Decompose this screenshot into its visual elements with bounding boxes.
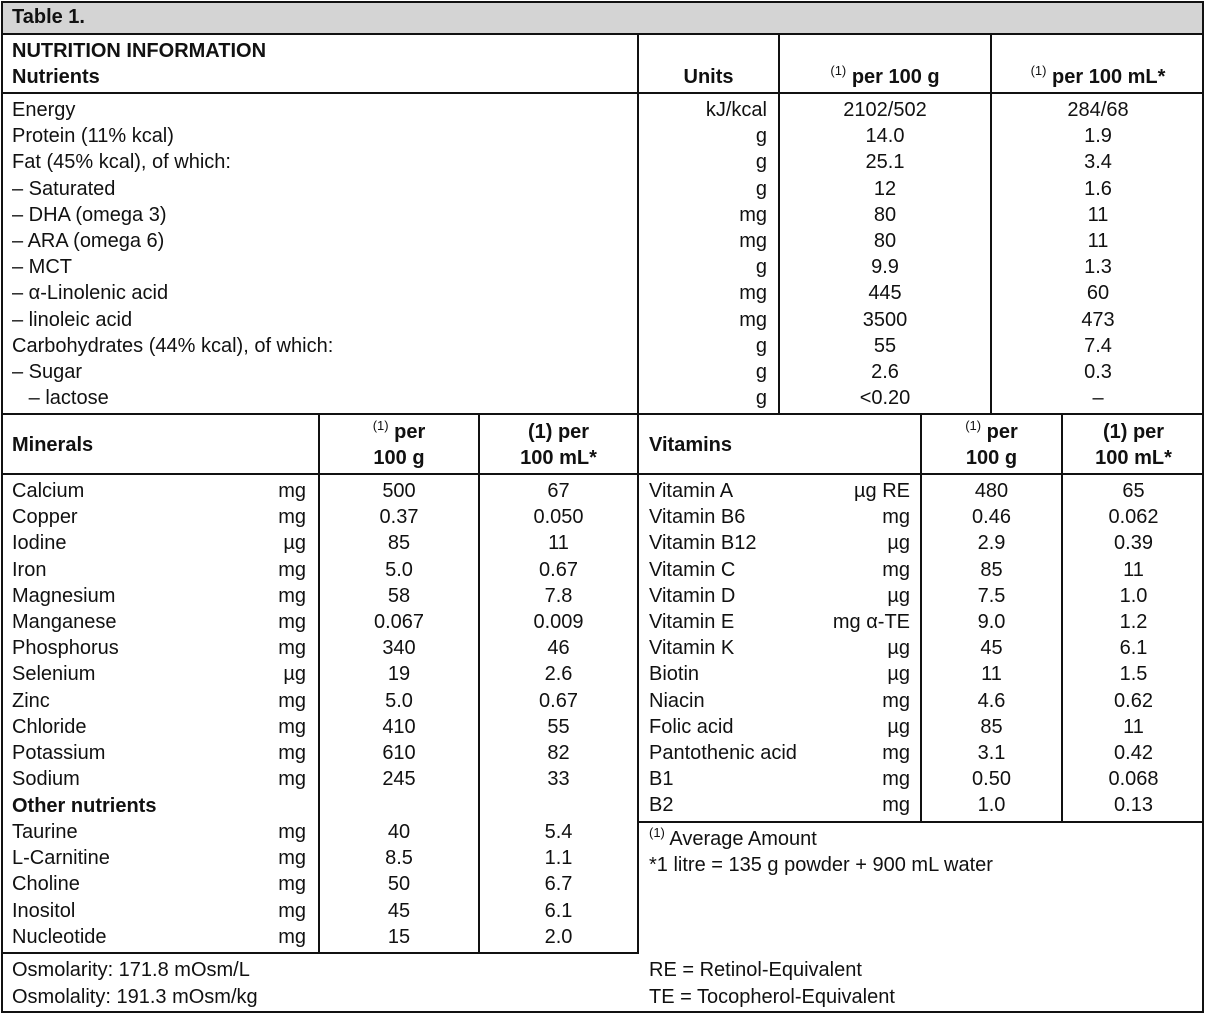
row-name: Folic acid bbox=[649, 715, 734, 738]
row-unit: µg bbox=[887, 663, 910, 686]
row-unit: mg bbox=[278, 558, 306, 581]
row-per-100g: 1.0 bbox=[977, 794, 1006, 817]
row-name: Inositol bbox=[12, 899, 76, 922]
column-per-100ml bbox=[992, 65, 1204, 91]
row-name: Calcium bbox=[12, 480, 85, 502]
row-unit: mg bbox=[739, 230, 767, 252]
row-name: Vitamin E bbox=[649, 611, 735, 633]
row-name: – linoleic acid bbox=[12, 308, 133, 331]
row-per-100ml: 11 bbox=[1123, 715, 1144, 738]
row-unit: mg bbox=[739, 308, 767, 331]
row-unit: µg bbox=[887, 715, 910, 738]
footnote-mark: (1) bbox=[372, 418, 389, 433]
row-per-100ml: 11 bbox=[548, 532, 569, 555]
row-name: Zinc bbox=[12, 689, 50, 712]
minerals-col-g-line1 bbox=[320, 420, 478, 446]
row-name: Sodium bbox=[12, 768, 80, 791]
row-per-100g: 14.0 bbox=[865, 125, 905, 148]
row-per-100g: 85 bbox=[980, 558, 1003, 581]
row-name: – α-Linolenic acid bbox=[12, 282, 169, 305]
row-name: Biotin bbox=[649, 663, 700, 686]
row-unit: mg bbox=[882, 768, 910, 791]
row-unit: mg bbox=[278, 742, 306, 764]
row-name: Vitamin A bbox=[649, 480, 734, 502]
row-name: Vitamin B6 bbox=[649, 506, 746, 529]
row-name: Phosphorus bbox=[12, 637, 119, 660]
minerals-col-ml-line2: 100 mL* bbox=[520, 447, 597, 469]
row-per-100ml: 33 bbox=[547, 768, 570, 791]
row-per-100ml: 0.050 bbox=[533, 506, 584, 529]
row-name: Potassium bbox=[12, 742, 106, 764]
row-name: B2 bbox=[649, 794, 674, 817]
row-per-100ml: 6.7 bbox=[544, 873, 573, 896]
rule-caption bbox=[1, 33, 1204, 35]
row-per-100ml: 284/68 bbox=[1067, 99, 1129, 121]
row-per-100ml: 0.062 bbox=[1108, 506, 1159, 529]
row-per-100g: 15 bbox=[387, 925, 411, 948]
row-name: Vitamin B12 bbox=[649, 532, 757, 555]
row-unit: mg bbox=[278, 480, 306, 502]
row-per-100g: 11 bbox=[981, 663, 1002, 686]
note-average-text: Average Amount bbox=[669, 828, 817, 850]
row-unit: g bbox=[755, 361, 767, 383]
row-name: Vitamin C bbox=[649, 558, 736, 581]
row-per-100ml: 6.1 bbox=[544, 899, 573, 922]
row-per-100g: 8.5 bbox=[385, 847, 413, 870]
row-per-100g: 610 bbox=[382, 742, 416, 764]
row-unit: mg bbox=[882, 689, 910, 712]
row-per-100ml: 1.6 bbox=[1084, 177, 1112, 200]
row-per-100ml: 7.8 bbox=[544, 584, 573, 607]
row-name: Magnesium bbox=[12, 584, 116, 607]
row-per-100g: 85 bbox=[980, 715, 1003, 738]
row-unit: mg bbox=[278, 899, 306, 922]
note-average-amount bbox=[649, 827, 817, 853]
row-per-100ml: 1.3 bbox=[1084, 256, 1112, 279]
rule-minerals-end bbox=[1, 952, 639, 954]
row-per-100ml: 0.62 bbox=[1114, 689, 1153, 712]
row-name: Selenium bbox=[12, 663, 96, 686]
row-per-100g: 410 bbox=[382, 715, 416, 738]
vitamins-col-ml-line1: (1) per bbox=[1102, 421, 1165, 443]
footnote-mark: (1) bbox=[965, 418, 982, 433]
row-unit: mg bbox=[278, 821, 306, 843]
osmolarity: Osmolarity: 171.8 mOsm/L bbox=[12, 959, 250, 981]
heading-nutrition-information: NUTRITION INFORMATION bbox=[12, 40, 267, 62]
vitamins-col-g-line1 bbox=[922, 420, 1061, 446]
row-unit: mg bbox=[278, 506, 306, 529]
vitamins-col-g-line2: 100 g bbox=[965, 447, 1018, 469]
row-name: – DHA (omega 3) bbox=[12, 203, 167, 226]
row-unit: g bbox=[755, 334, 767, 357]
row-per-100g: 445 bbox=[868, 282, 902, 305]
table-caption: Table 1. bbox=[12, 6, 85, 28]
row-name: Copper bbox=[12, 506, 78, 529]
row-per-100g: 85 bbox=[387, 532, 411, 555]
row-per-100ml: 0.42 bbox=[1114, 742, 1153, 764]
row-unit: mg bbox=[882, 742, 910, 764]
row-unit: mg bbox=[882, 558, 910, 581]
row-per-100g: 9.9 bbox=[871, 256, 899, 279]
row-per-100ml: 0.67 bbox=[539, 558, 578, 581]
row-name: Taurine bbox=[12, 821, 78, 843]
vitamins-col-ml-line2: 100 mL* bbox=[1095, 447, 1172, 469]
row-per-100ml: 1.0 bbox=[1119, 584, 1148, 607]
row-unit: mg bbox=[278, 611, 306, 633]
row-per-100ml: 65 bbox=[1122, 480, 1145, 502]
row-per-100g: 45 bbox=[980, 637, 1003, 660]
row-per-100ml: 1.5 bbox=[1119, 663, 1148, 686]
note-te: TE = Tocopherol-Equivalent bbox=[649, 986, 895, 1008]
row-per-100g: 0.46 bbox=[972, 506, 1011, 529]
row-per-100g: 19 bbox=[387, 663, 411, 686]
row-per-100g: 0.37 bbox=[379, 506, 419, 529]
row-unit: µg RE bbox=[854, 480, 910, 502]
row-per-100ml: 473 bbox=[1081, 308, 1115, 331]
row-per-100g: 4.6 bbox=[977, 689, 1006, 712]
row-per-100ml: 2.6 bbox=[544, 663, 573, 686]
row-per-100ml: 1.2 bbox=[1119, 611, 1148, 633]
row-unit: mg bbox=[278, 847, 306, 870]
minerals-col-ml-line1: (1) per bbox=[527, 421, 590, 443]
footnote-mark: (1) bbox=[1030, 63, 1047, 78]
row-per-100g: 245 bbox=[382, 768, 416, 791]
row-per-100ml: 5.4 bbox=[544, 821, 573, 843]
row-per-100g: 55 bbox=[873, 334, 897, 357]
row-per-100g: 58 bbox=[387, 584, 411, 607]
row-per-100ml: 0.13 bbox=[1114, 794, 1153, 817]
row-unit: mg bbox=[278, 689, 306, 712]
row-unit: mg bbox=[278, 768, 306, 791]
row-unit: mg bbox=[278, 873, 306, 896]
row-per-100g: 2.6 bbox=[871, 361, 899, 383]
heading-minerals: Minerals bbox=[12, 434, 94, 456]
row-per-100g: 5.0 bbox=[385, 558, 413, 581]
row-name: Fat (45% kcal), of which: bbox=[12, 151, 231, 174]
row-name: B1 bbox=[649, 768, 674, 791]
row-name: – Sugar bbox=[12, 361, 83, 383]
row-per-100g: 80 bbox=[873, 203, 897, 226]
note-re: RE = Retinol-Equivalent bbox=[649, 959, 862, 981]
row-per-100ml: 0.67 bbox=[539, 689, 578, 712]
row-per-100ml: 7.4 bbox=[1084, 334, 1112, 357]
column-per-100g-label: per 100 g bbox=[851, 66, 940, 88]
row-per-100ml: 0.39 bbox=[1114, 532, 1153, 555]
row-per-100g: 80 bbox=[873, 230, 897, 252]
row-per-100g: 12 bbox=[873, 177, 897, 200]
rule-section bbox=[1, 413, 1204, 415]
row-name: Iron bbox=[12, 558, 47, 581]
osmolality: Osmolality: 191.3 mOsm/kg bbox=[12, 986, 258, 1008]
row-unit: g bbox=[755, 177, 767, 200]
row-name: – lactose bbox=[12, 387, 109, 410]
row-unit: mg bbox=[278, 925, 306, 948]
row-unit: g bbox=[755, 387, 767, 410]
row-name: Pantothenic acid bbox=[649, 742, 797, 764]
row-per-100g: 2.9 bbox=[977, 532, 1006, 555]
row-unit: µg bbox=[887, 532, 910, 555]
row-per-100ml: 11 bbox=[1123, 558, 1144, 581]
row-per-100ml: 60 bbox=[1086, 282, 1110, 305]
row-name: Energy bbox=[12, 99, 76, 121]
row-name: Protein (11% kcal) bbox=[12, 125, 174, 148]
row-per-100ml: 1.9 bbox=[1084, 125, 1112, 148]
row-per-100g: 3500 bbox=[862, 308, 908, 331]
row-unit: µg bbox=[887, 637, 910, 660]
row-per-100ml: 67 bbox=[547, 480, 570, 502]
row-name: Manganese bbox=[12, 611, 117, 633]
footnote-mark: (1) bbox=[649, 825, 665, 840]
row-per-100g: 2102/502 bbox=[843, 99, 927, 121]
row-per-100g: 0.50 bbox=[972, 768, 1011, 791]
note-litre: *1 litre = 135 g powder + 900 mL water bbox=[649, 854, 993, 876]
row-name: Niacin bbox=[649, 689, 705, 712]
row-name: Chloride bbox=[12, 715, 87, 738]
column-per-100g bbox=[780, 65, 990, 91]
row-name: Vitamin D bbox=[649, 584, 736, 607]
row-per-100g: 0.067 bbox=[373, 611, 425, 633]
row-per-100g: 480 bbox=[974, 480, 1009, 502]
row-name: Vitamin K bbox=[649, 637, 735, 660]
row-per-100g: 3.1 bbox=[977, 742, 1006, 764]
vitamins-col-g-per: per bbox=[986, 421, 1018, 443]
row-per-100g: <0.20 bbox=[859, 387, 911, 410]
row-unit: µg bbox=[887, 584, 910, 607]
row-unit: g bbox=[755, 125, 767, 148]
row-per-100g: 50 bbox=[387, 873, 411, 896]
row-name: Iodine bbox=[12, 532, 67, 555]
row-per-100g: 500 bbox=[382, 480, 416, 502]
row-per-100ml: 11 bbox=[1087, 230, 1109, 252]
row-unit: mg α-TE bbox=[832, 611, 910, 633]
row-per-100g: 25.1 bbox=[865, 151, 905, 174]
heading-vitamins: Vitamins bbox=[649, 434, 732, 456]
row-name: – ARA (omega 6) bbox=[12, 230, 165, 252]
column-units: Units bbox=[683, 66, 734, 88]
row-name: Nucleotide bbox=[12, 925, 107, 948]
rule-top-header bbox=[1, 92, 1204, 94]
row-unit: mg bbox=[882, 794, 910, 817]
row-per-100g: 40 bbox=[387, 821, 411, 843]
row-per-100ml: 1.1 bbox=[544, 847, 573, 870]
row-per-100g: 7.5 bbox=[977, 584, 1006, 607]
minerals-col-g-line2: 100 g bbox=[373, 447, 425, 469]
heading-nutrients: Nutrients bbox=[12, 66, 100, 88]
row-unit: mg bbox=[739, 282, 767, 305]
heading-other-nutrients: Other nutrients bbox=[12, 795, 157, 817]
row-unit: kJ/kcal bbox=[705, 99, 767, 121]
row-unit: µg bbox=[283, 663, 306, 686]
row-per-100ml: – bbox=[1092, 387, 1104, 410]
minerals-col-g-per: per bbox=[394, 421, 426, 443]
row-unit: g bbox=[755, 151, 767, 174]
row-unit: µg bbox=[283, 532, 306, 555]
row-per-100g: 9.0 bbox=[977, 611, 1006, 633]
row-per-100g: 340 bbox=[382, 637, 416, 660]
row-per-100g: 45 bbox=[387, 899, 411, 922]
row-per-100ml: 11 bbox=[1087, 203, 1109, 226]
row-name: Choline bbox=[12, 873, 80, 896]
row-per-100ml: 0.009 bbox=[533, 611, 584, 633]
row-per-100ml: 46 bbox=[547, 637, 570, 660]
row-per-100ml: 0.3 bbox=[1084, 361, 1112, 383]
row-unit: mg bbox=[882, 506, 910, 529]
row-unit: mg bbox=[278, 715, 306, 738]
row-name: – MCT bbox=[12, 256, 72, 279]
row-unit: mg bbox=[278, 637, 306, 660]
row-unit: mg bbox=[278, 584, 306, 607]
row-name: L-Carnitine bbox=[12, 847, 110, 870]
footnote-mark: (1) bbox=[830, 63, 847, 78]
row-name: Carbohydrates (44% kcal), of which: bbox=[12, 334, 334, 357]
row-per-100ml: 0.068 bbox=[1108, 768, 1159, 791]
row-unit: g bbox=[755, 256, 767, 279]
row-per-100g: 5.0 bbox=[385, 689, 413, 712]
row-per-100ml: 2.0 bbox=[544, 925, 573, 948]
row-per-100ml: 55 bbox=[547, 715, 570, 738]
row-name: – Saturated bbox=[12, 177, 116, 200]
row-unit: mg bbox=[739, 203, 767, 226]
row-per-100ml: 3.4 bbox=[1084, 151, 1112, 174]
row-per-100ml: 6.1 bbox=[1119, 637, 1148, 660]
rule-mid bbox=[637, 413, 639, 954]
column-per-100ml-label: per 100 mL* bbox=[1052, 66, 1166, 88]
rule-minerals-header bbox=[1, 473, 639, 475]
row-per-100ml: 82 bbox=[547, 742, 570, 764]
